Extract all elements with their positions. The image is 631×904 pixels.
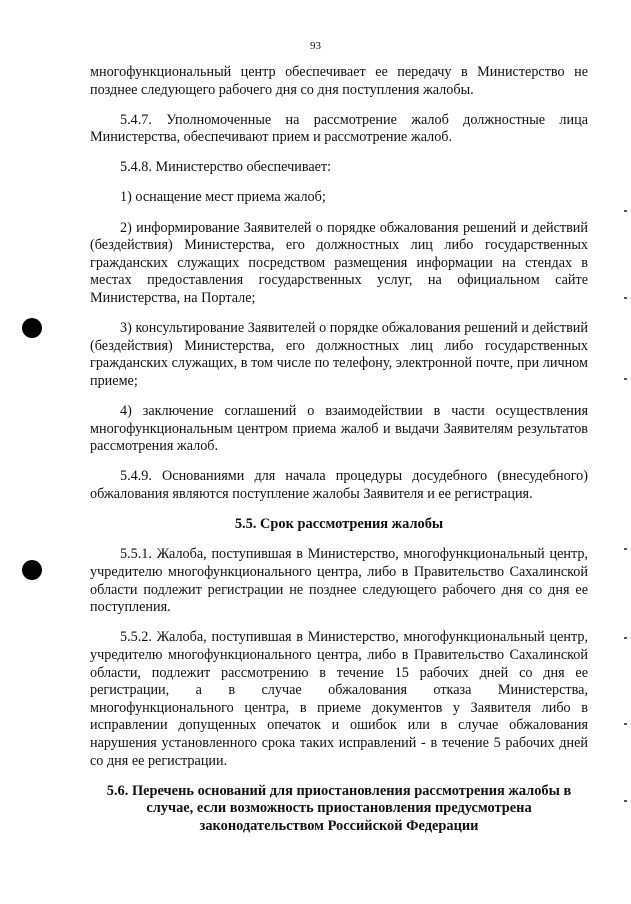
paragraph: 5.4.9. Основаниями для начала процедуры досудебного (внесудебного) обжалования являются поступление жалобы Заявителя и ее регистрация. <box>90 468 588 502</box>
paragraph: 3) консультирование Заявителей о порядке обжалования решений и действий (бездействия) Министерства, его должностных лиц либо государственных гражданских служащих, в том числе по телефону, электронной почте, при личном приеме; <box>90 320 588 389</box>
section-heading-5-5: 5.5. Срок рассмотрения жалобы <box>234 515 444 532</box>
paragraph: 2) информирование Заявителей о порядке обжалования решений и действий (бездействия) Министерства, его должностных лиц либо государственных гражданских служащих посредством размещения информации на стендах в местах предоставления государственных услуг, на официальном сайте Министерства, на Портале; <box>90 219 588 306</box>
scan-edge-mark <box>624 637 627 639</box>
paragraph: 1) оснащение мест приема жалоб; <box>120 189 326 206</box>
paragraph: 5.5.1. Жалоба, поступившая в Министерство, многофункциональный центр, учредителю многофункционального центра, либо в Правительство Сахалинской области подлежит регистрации не позднее следующего рабочего дня со дня ее поступления. <box>90 546 588 616</box>
punch-hole-top <box>22 318 42 338</box>
paragraph: многофункциональный центр обеспечивает ее передачу в Министерство не позднее следующего рабочего дня со дня поступления жалобы. <box>90 64 588 98</box>
scan-edge-mark <box>624 210 627 212</box>
paragraph: 5.5.2. Жалоба, поступившая в Министерство, многофункциональный центр, учредителю многофункционального центра, либо в Правительство Сахалинской области, подлежит рассмотрению в течение 15 рабочих дней со дня ее регистрации, а в случае обжалования отказа Министерства, многофункционального центра, в приеме документов у Заявителя либо в исправлении допущенных опечаток и ошибок или в случае обжалования нарушения установленного срока таких исправлений - в течение 5 рабочих дней со дня ее регистрации. <box>90 629 588 769</box>
scan-edge-mark <box>624 548 627 550</box>
page-number: 93 <box>310 40 321 52</box>
section-heading-5-6: 5.6. Перечень оснований для приостановления рассмотрения жалобы в случае, если возможность приостановления предусмотрена законодательством Российской Федерации <box>106 782 572 834</box>
body-text <box>90 64 588 848</box>
scan-edge-mark <box>624 800 627 802</box>
punch-hole-bottom <box>22 560 42 580</box>
paragraph: 5.4.7. Уполномоченные на рассмотрение жалоб должностные лица Министерства, обеспечивают прием и рассмотрение жалоб. <box>90 111 588 146</box>
scan-edge-mark <box>624 723 627 725</box>
paragraph: 5.4.8. Министерство обеспечивает: <box>120 159 332 176</box>
paragraph: 4) заключение соглашений о взаимодействии в части осуществления многофункциональным центром приема жалоб и выдачи Заявителям результатов рассмотрения жалоб. <box>90 402 588 455</box>
scan-edge-mark <box>624 297 627 299</box>
scan-edge-mark <box>624 378 627 380</box>
